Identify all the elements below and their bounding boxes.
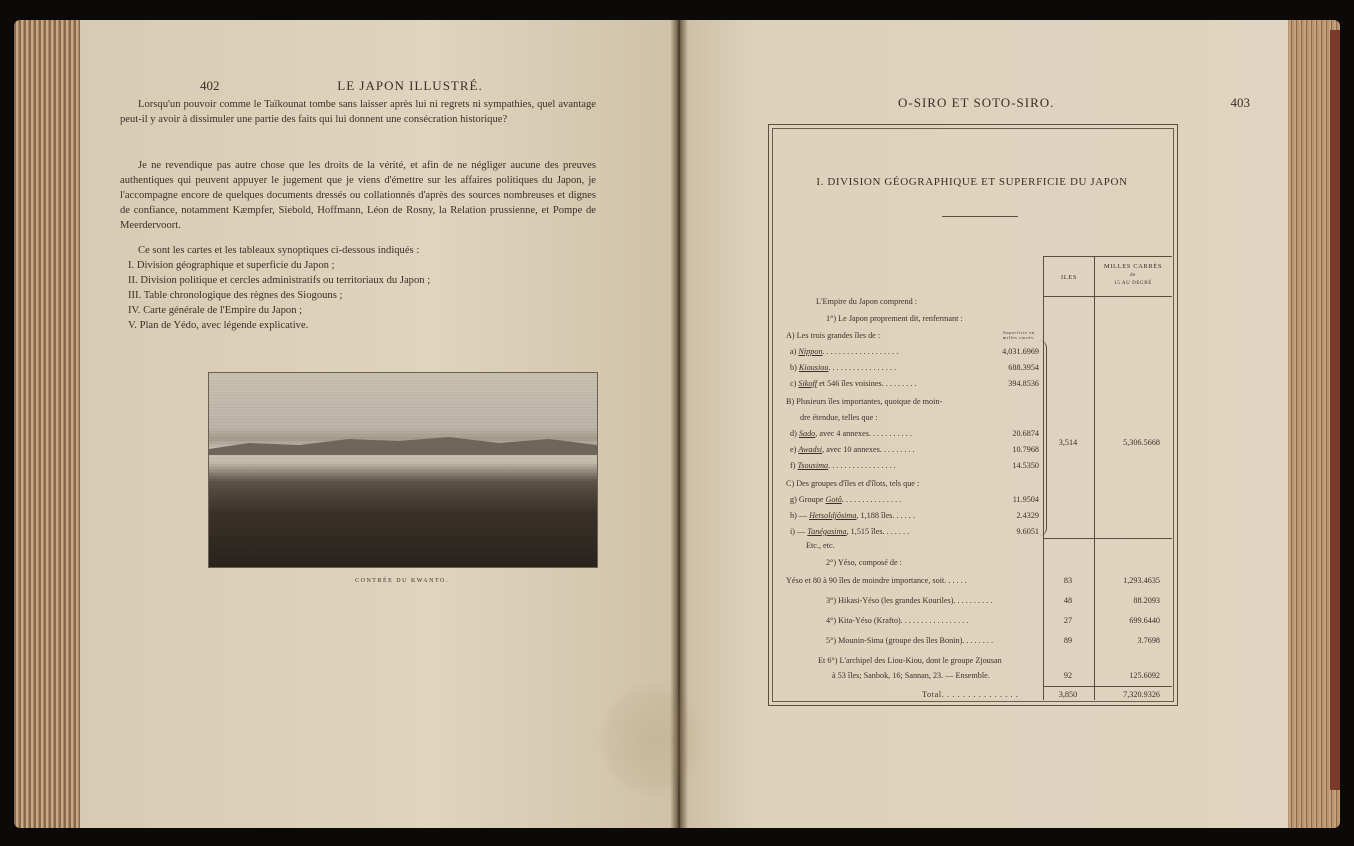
etc-text: Etc., etc. [806,541,835,550]
total-iles: 3,850 [1058,690,1078,699]
table-value: 688.3954 [1008,363,1039,372]
table-intro: L'Empire du Japon comprend : [816,297,918,306]
section-1-heading: 1°) Le Japon proprement dit, renfermant : [826,314,963,323]
total-label: Total. . . . . . . . . . . . . . . [922,690,1019,699]
group-b-heading-cont: dre étendue, telles que : [800,413,878,422]
list-item: III. Table chronologique des règnes des Siogouns ; [128,290,343,301]
total-milles: 7,320.9326 [1123,690,1160,699]
list-item: IV. Carte générale de l'Empire du Japon ; [128,305,303,316]
section-3-row: 3°) Hikasi-Yéso (les grandes Kouriles). . . . . . . . . . [826,596,993,605]
list-item: I. Division géographique et superficie du Japon ; [128,260,335,271]
table-row: h) — Hetsoldjôsima, 1,188 îles. . . . . . [790,511,915,520]
section-rule [1043,538,1172,539]
table-value: 2.4329 [1016,511,1039,520]
group-c-heading: C) Des groupes d'îles et d'îlots, tels que : [786,479,920,488]
landscape-engraving [208,372,598,568]
section-4-milles: 699.6440 [1129,616,1160,625]
section-6-milles: 125.6092 [1129,671,1160,680]
paragraph-2 [120,158,596,233]
section-2-heading: 2°) Yéso, composé de : [826,558,902,567]
right-page-number: 403 [1230,95,1250,110]
group1-milles: 5,306.5668 [1123,438,1160,447]
column-header-iles: ILES [1060,274,1078,281]
section-3-iles: 48 [1063,596,1073,605]
header-rule [1043,256,1172,257]
left-running-title: LE JAPON ILLUSTRÉ. [337,78,483,93]
section-3-milles: 88.2093 [1133,596,1160,605]
subcolumn-header: Superficie en milles carrés. [1002,330,1036,340]
paragraph-1 [120,97,596,127]
table-row: c) Sikoff et 546 îles voisines. . . . . . . . . [790,379,917,388]
column-divider [1094,256,1095,700]
section-6-row-cont: à 53 îles; Sanbok, 16; Sannan, 23. — Ensemble. [832,671,990,680]
table-row: a) Nippon. . . . . . . . . . . . . . . . . . . [790,347,899,356]
water-stain [596,680,706,800]
table-value: 9.6051 [1016,527,1039,536]
paragraph-3 [120,243,596,258]
paragraph-1-text: Lorsqu'un pouvoir comme le Taïkounat tombe sans laisser après lui ni regrets ni sympathies, quel avantage peut-il y avoir à dissimuler une partie des faits qui lui donnent une consécration historique? [120,99,596,125]
table-row: d) Sado, avec 4 annexes. . . . . . . . . . . [790,429,912,438]
left-page-number: 402 [200,78,220,93]
group-b-heading: B) Plusieurs îles importantes, quoique de moin- [786,397,943,406]
group1-iles: 3,514 [1058,438,1078,447]
table-row: i) — Tanégasima, 1,515 îles. . . . . . . [790,527,910,536]
section-5-iles: 89 [1063,636,1073,645]
table-value: 4,031.6969 [1002,347,1039,356]
section-4-iles: 27 [1063,616,1073,625]
table-value: 20.6874 [1012,429,1039,438]
paragraph-3-text: Ce sont les cartes et les tableaux synoptiques ci-dessous indiqués : [138,245,420,256]
section-4-row: 4°) Kita-Yéso (Krafto). . . . . . . . . . . . . . . . . [826,616,969,625]
table-row: b) Kiousiou. . . . . . . . . . . . . . . . . [790,363,896,372]
list-item: V. Plan de Yédo, avec légende explicative. [128,320,309,331]
total-rule [1043,686,1172,687]
section-5-row: 5°) Mounin-Sima (groupe des îles Bonin). . . . . . . . [826,636,994,645]
table-row: e) Awadsi, avec 10 annexes. . . . . . . . . [790,445,915,454]
book-cover-edge [1330,30,1340,790]
yeso-iles: 83 [1063,576,1073,585]
documents-list [128,258,598,333]
section-5-milles: 3.7698 [1137,636,1160,645]
section-6-row: Et 6°) L'archipel des Liou-Kiou, dont le groupe Zjousan [818,656,1002,665]
table-row: g) Groupe Gotô. . . . . . . . . . . . . . . [790,495,902,504]
table-title: I. DIVISION GÉOGRAPHIQUE ET SUPERFICIE DU JAPON [816,176,1128,188]
column-header-milles: MILLES CARRÉS [1103,263,1163,270]
group-a-heading: A) Les trois grandes îles de : [786,331,881,340]
header-rule [1043,296,1172,297]
yeso-row: Yéso et 80 à 90 îles de moindre importance, soit. . . . . . [786,576,967,585]
table-row: f) Tsousima. . . . . . . . . . . . . . . . . [790,461,896,470]
engraving-caption: CONTRÉE DU KWANTO. [355,578,449,584]
section-6-iles: 92 [1063,671,1073,680]
table-value: 14.5350 [1012,461,1039,470]
table-value: 10.7968 [1012,445,1039,454]
hills-silhouette [209,431,597,455]
paragraph-2-text: Je ne revendique pas autre chose que les droits de la vérité, et afin de ne négliger aucune des preuves authentiques qui peuvent appuyer le jugement que je viens d'émettre sur les affaires politiques du Japon, je l'accompagne encore de quelques documents dressés ou collationnés d'après des sources nombreuses et dignes de confiance, notamment Kæmpfer, Siebold, Hoffmann, Léon de Rosny, la Relation prussienne, et Pompe de Meerdervoort. [120,160,596,231]
yeso-milles: 1,293.4635 [1123,576,1160,585]
title-rule [942,216,1018,217]
right-running-title: O-SIRO ET SOTO-SIRO. [898,95,1055,110]
column-header-milles-sub1: de [1130,273,1136,278]
table-value: 11.9504 [1012,495,1039,504]
table-value: 394.8536 [1008,379,1039,388]
list-item: II. Division politique et cercles administratifs ou territoriaux du Japon ; [128,275,431,286]
column-header-milles-sub2: 15 AU DEGRÉ [1114,281,1152,286]
